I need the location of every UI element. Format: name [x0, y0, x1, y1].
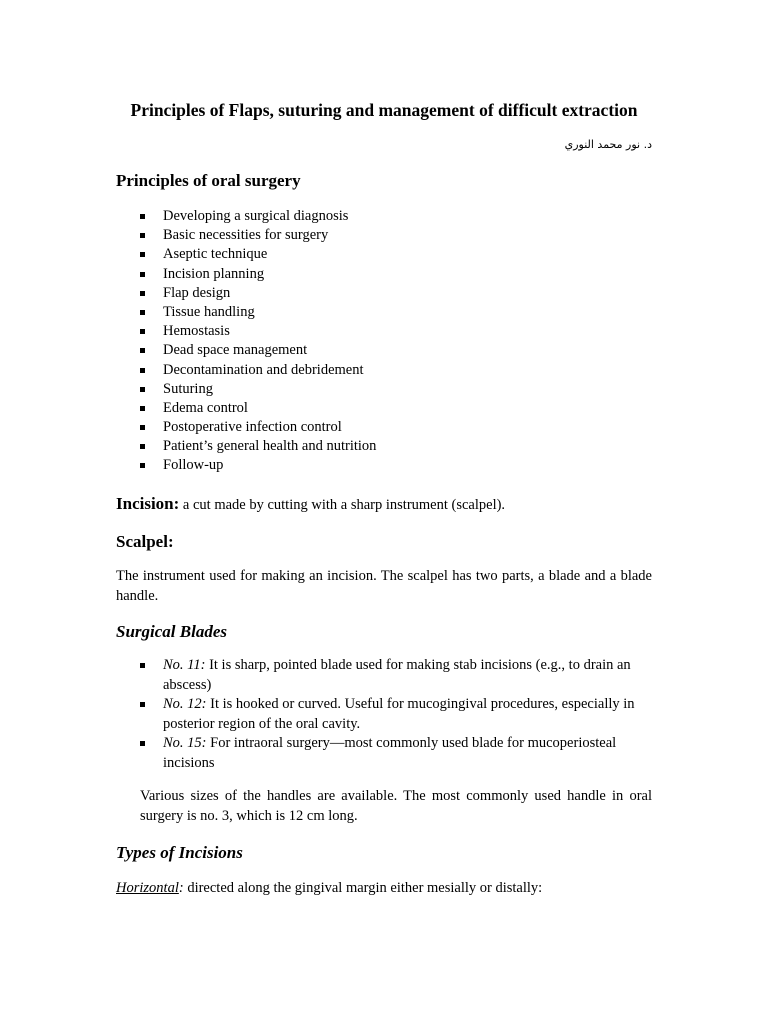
- document-title: Principles of Flaps, suturing and management of difficult extraction: [130, 100, 638, 120]
- horizontal-colon: :: [178, 880, 184, 896]
- incision-text: a cut made by cutting with a sharp instrument (scalpel).: [179, 497, 506, 513]
- scalpel-paragraph: The instrument used for making an incision. The scalpel has two parts, a blade and a blade handle.: [116, 568, 652, 604]
- list-item: Hemostasis: [140, 322, 376, 341]
- author-name: د. نور محمد النوري: [564, 138, 652, 151]
- list-item: Incision planning: [140, 265, 376, 284]
- list-item: Postoperative infection control: [140, 418, 376, 437]
- list-item: [140, 656, 652, 695]
- list-item: Patient’s general health and nutrition: [140, 437, 376, 456]
- list-item: Flap design: [140, 284, 376, 303]
- blade-number: No. 12:: [163, 696, 207, 712]
- list-item: Basic necessities for surgery: [140, 226, 376, 245]
- list-item: Edema control: [140, 399, 376, 418]
- list-item: Tissue handling: [140, 303, 376, 322]
- horizontal-incision-line: [116, 879, 652, 899]
- list-item: Follow-up: [140, 456, 376, 475]
- horizontal-term: Horizontal: [116, 880, 179, 896]
- horizontal-text: directed along the gingival margin either mesially or distally:: [183, 880, 543, 896]
- list-item: [140, 695, 652, 734]
- handles-paragraph: Various sizes of the handles are available. The most commonly used handle in oral surgery is no. 3, which is 12 cm long.: [140, 788, 652, 824]
- list-item: Decontamination and debridement: [140, 361, 376, 380]
- surgical-blades-heading: Surgical Blades: [116, 622, 227, 641]
- principles-list: [140, 207, 376, 476]
- blade-description: For intraoral surgery—most commonly used blade for mucoperiosteal incisions: [163, 735, 617, 771]
- blade-description: It is hooked or curved. Useful for mucogingival procedures, especially in posterior region of the oral cavity.: [163, 696, 635, 732]
- types-of-incisions-heading: Types of Incisions: [116, 843, 243, 862]
- list-item: Dead space management: [140, 341, 376, 360]
- incision-term: Incision:: [116, 494, 180, 513]
- list-item: Aseptic technique: [140, 245, 376, 264]
- list-item: [140, 734, 652, 773]
- principles-heading: Principles of oral surgery: [116, 171, 301, 190]
- blade-number: No. 11:: [163, 657, 206, 673]
- list-item: Developing a surgical diagnosis: [140, 207, 376, 226]
- list-item: Suturing: [140, 380, 376, 399]
- blades-list: [140, 656, 652, 773]
- blade-number: No. 15:: [163, 735, 207, 751]
- blade-description: It is sharp, pointed blade used for making stab incisions (e.g., to drain an abscess): [163, 657, 631, 693]
- incision-definition: [116, 494, 652, 516]
- scalpel-heading: Scalpel:: [116, 532, 174, 551]
